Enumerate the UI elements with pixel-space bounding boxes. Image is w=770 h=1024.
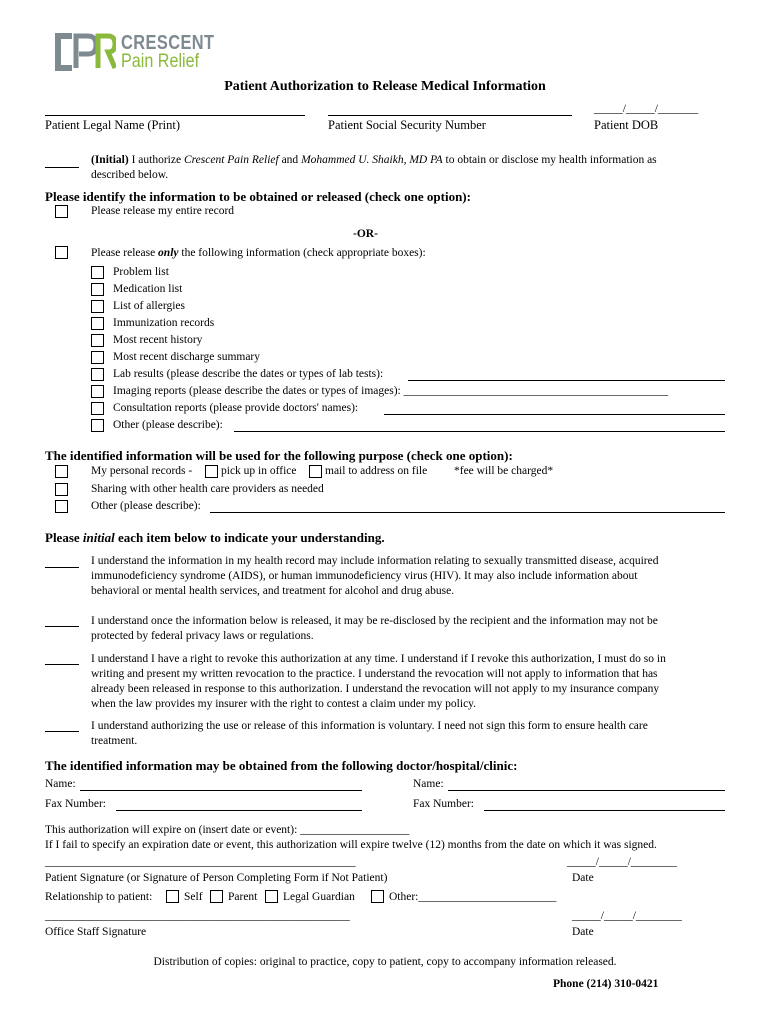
entire-record-label: Please release my entire record [91,205,235,217]
text-line: behavioral or mental health services, and treatment for alcohol and drug abuse. [91,585,455,597]
initial-heading-pre: Please [45,530,83,545]
text-line: I understand I have a right to revoke this authorization at any time. I understand if I revoke this authorization, I must do so in [91,653,666,665]
consultation-checkbox[interactable] [91,402,104,415]
patient-name-line[interactable] [45,115,305,116]
other-purpose-checkbox[interactable] [55,500,68,513]
other-info-line[interactable] [234,431,725,432]
personal-records-label: My personal records - [91,465,193,477]
provider-name-label-right: Name: [413,778,444,790]
practice-name: Crescent Pain Relief [183,154,279,166]
section-initial-heading [45,530,385,546]
guardian-checkbox[interactable] [265,890,278,903]
list-item: Most recent history [113,334,203,346]
fax-line-left[interactable] [116,810,362,811]
other-purpose-label: Other (please describe): [91,500,201,512]
text-line: protected by federal privacy laws or regulations. [91,630,314,642]
text-line: treatment. [91,735,138,747]
other-relationship-checkbox[interactable] [371,890,384,903]
cpr-logo-mark [52,32,116,72]
relationship-label: Relationship to patient: [45,891,153,903]
text-line: immunodeficiency syndrome (AIDS), or human immunodeficiency virus (HIV). It may also include information about [91,570,638,582]
provider-name-line-left[interactable] [80,790,362,791]
history-checkbox[interactable] [91,334,104,347]
other-relationship-label: Other:________________________ [389,891,557,903]
patient-signature-label: Patient Signature (or Signature of Person Completing Form if Not Patient) [45,872,388,884]
or-divider: -OR- [353,228,378,240]
initial-line[interactable] [45,167,79,168]
entire-record-checkbox[interactable] [55,205,68,218]
allergies-checkbox[interactable] [91,300,104,313]
self-checkbox[interactable] [166,890,179,903]
list-item: Immunization records [113,317,215,329]
patient-signature-blank[interactable]: ______________________________________________________ [45,856,356,868]
section-info-heading: Please identify the information to be obtained or released (check one option): [45,189,471,204]
list-item: Medication list [113,283,183,295]
only-post: the following information (check appropriate boxes): [178,247,426,259]
auth-text-3: to obtain or disclose my health information as [442,154,657,166]
list-item: Other (please describe): [113,419,223,431]
only-following-label [91,247,426,259]
initial-heading-em: initial [82,530,115,545]
other-purpose-line[interactable] [210,512,725,513]
provider-name-label-left: Name: [45,778,76,790]
list-item: Consultation reports (please provide doctors' names): [113,402,359,414]
medication-list-checkbox[interactable] [91,283,104,296]
only-following-checkbox[interactable] [55,246,68,259]
text-line: I understand once the information below is released, it may be re-disclosed by the recipient and the information may not be [91,615,658,627]
ssn-line[interactable] [328,115,572,116]
initial-line-1[interactable] [45,567,79,568]
consultation-line[interactable] [384,414,725,415]
guardian-label: Legal Guardian [283,891,355,903]
mail-checkbox[interactable] [309,465,322,478]
authorization-statement [91,153,731,183]
pickup-label: pick up in office [221,465,297,477]
problem-list-checkbox[interactable] [91,266,104,279]
distribution-note: Distribution of copies: original to practice, copy to patient, copy to accompany information released. [153,956,617,968]
auth-text-1: I authorize [128,154,184,166]
expiry-line-2: If I fail to specify an expiration date or event, this authorization will expire twelve (12) months from the date on which it was signed. [45,839,657,851]
sharing-checkbox[interactable] [55,483,68,496]
initial-heading-post: each item below to indicate your understanding. [114,530,385,545]
expiry-line-1: This authorization will expire on (insert date or event): ___________________ [45,824,410,836]
text-line: writing and present my written revocation to the practice. I understand the revocation will not apply to information that has [91,668,658,680]
patient-date-label: Date [572,872,594,884]
text-line: I understand the information in my health record may include information relating to sexually transmitted disease, acquired [91,555,659,567]
fax-label-right: Fax Number: [413,798,475,810]
provider-name-line-right[interactable] [448,790,725,791]
fax-label-left: Fax Number: [45,798,107,810]
initial-line-2[interactable] [45,626,79,627]
logo-subtitle: Pain Relief [121,51,200,72]
list-item: Imaging reports (please describe the dates or types of images): ______________________________________________ [113,385,669,397]
lab-results-line[interactable] [408,380,725,381]
text-line: I understand authorizing the use or release of this information is voluntary. I need not sign this form to ensure health care [91,720,648,732]
initial-line-4[interactable] [45,731,79,732]
staff-date-blank[interactable]: _____/_____/________ [572,910,682,922]
imaging-checkbox[interactable] [91,385,104,398]
staff-signature-label: Office Staff Signature [45,926,147,938]
list-item: Lab results (please describe the dates or types of lab tests): [113,368,384,380]
discharge-checkbox[interactable] [91,351,104,364]
understanding-item-4 [91,719,731,749]
list-item: Most recent discharge summary [113,351,261,363]
text-line: already been released in response to this authorization. I understand the revocation will not apply to my insurance company [91,683,660,695]
fee-note: *fee will be charged* [454,465,554,477]
ssn-label: Patient Social Security Number [328,118,486,132]
auth-text-2: and [278,154,302,166]
understanding-item-1 [91,554,731,599]
self-label: Self [184,891,203,903]
pickup-checkbox[interactable] [205,465,218,478]
logo-name: CRESCENT [121,32,215,54]
doctor-name: Mohammed U. Shaikh, MD PA [301,154,443,166]
personal-records-checkbox[interactable] [55,465,68,478]
text-line: when the law provides my insurer with the right to contest a claim under my policy. [91,698,477,710]
mail-label: mail to address on file [325,465,428,477]
patient-date-blank[interactable]: _____/_____/________ [567,856,677,868]
section-provider-heading: The identified information may be obtained from the following doctor/hospital/clinic: [45,758,518,773]
parent-checkbox[interactable] [210,890,223,903]
auth-text-4: described below. [91,169,169,181]
only-pre: Please release [91,247,159,259]
understanding-item-2 [91,614,731,644]
patient-name-label: Patient Legal Name (Print) [45,118,181,132]
section-purpose-heading: The identified information will be used for the following purpose (check one option): [45,448,513,463]
lab-results-checkbox[interactable] [91,368,104,381]
other-info-checkbox[interactable] [91,419,104,432]
dob-label: Patient DOB [594,118,659,132]
only-emphasis: only [158,247,179,259]
fax-line-right[interactable] [484,810,725,811]
understanding-item-3 [91,652,731,712]
page-title: Patient Authorization to Release Medical Information [224,79,546,94]
parent-label: Parent [228,891,258,903]
immunization-checkbox[interactable] [91,317,104,330]
sharing-label: Sharing with other health care providers as needed [91,483,324,495]
list-item: Problem list [113,266,169,278]
initial-bold: (Initial) [91,154,129,166]
dob-blank[interactable]: _____/_____/_______ [594,103,699,115]
phone-number: Phone (214) 310-0421 [553,978,659,990]
list-item: List of allergies [113,300,185,312]
staff-date-label: Date [572,926,594,938]
staff-signature-blank[interactable]: _____________________________________________________ [45,910,350,922]
initial-line-3[interactable] [45,664,79,665]
